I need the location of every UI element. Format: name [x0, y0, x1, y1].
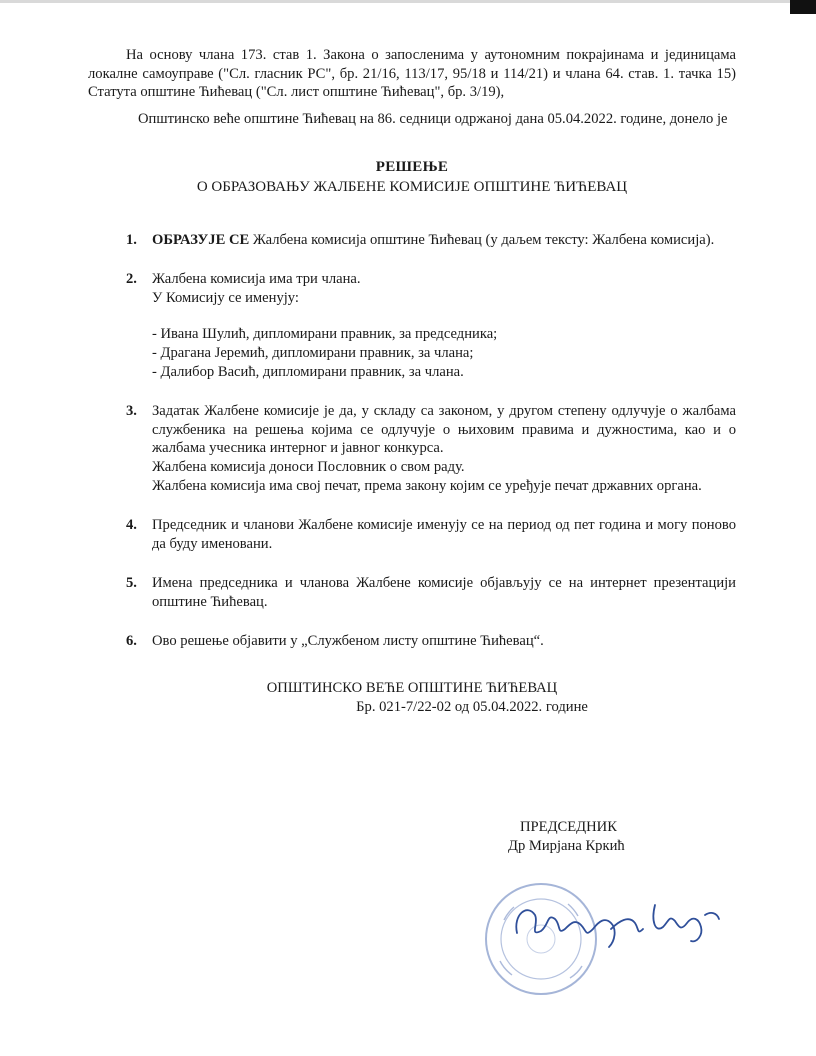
item-number: 1.	[126, 231, 137, 248]
signatory-name: Др Мирјана Кркић	[508, 837, 625, 854]
document-page	[88, 46, 736, 716]
preamble-council-session: Општинско веће општине Ћићевац на 86. седници одржаној дана 05.04.2022. године, донело је	[138, 110, 728, 127]
item-number: 4.	[126, 517, 137, 534]
decision-item-5	[88, 574, 736, 611]
decision-item-3	[88, 402, 736, 495]
item-number: 6.	[126, 633, 137, 650]
member-entry: - Ивана Шулић, дипломирани правник, за председника;	[152, 326, 498, 343]
item-lead-text: ОБРАЗУЈЕ СЕ	[152, 231, 250, 248]
item-number: 3.	[126, 403, 137, 420]
scan-edge-line	[0, 0, 792, 3]
spacer	[152, 307, 736, 325]
document-title-block	[88, 158, 736, 196]
member-entry: - Драгана Јеремић, дипломирани правник, за члана;	[152, 344, 474, 361]
scan-corner-mark	[790, 0, 816, 14]
item-text: Жалбена комисија има свој печат, према закону којим се уређује печат државних органа.	[152, 477, 702, 494]
member-entry: - Далибор Васић, дипломирани правник, за члана.	[152, 363, 464, 380]
decision-item-1	[88, 231, 736, 250]
item-text: У Комисију се именују:	[152, 289, 299, 306]
issuer-body: ОПШТИНСКО ВЕЋЕ ОПШТИНЕ ЋИЋЕВАЦ	[266, 680, 558, 697]
document-title: РЕШЕЊЕ	[375, 159, 449, 176]
decision-item-6	[88, 632, 736, 651]
signature-block	[420, 818, 720, 855]
item-text: Ово решење објавити у „Службеном листу општине Ћићевац“.	[152, 633, 544, 650]
item-text: Жалбена комисија доноси Пословник о свом раду.	[152, 458, 465, 475]
item-text: Жалбена комисија има три члана.	[152, 271, 361, 288]
decision-item-2	[88, 270, 736, 381]
handwritten-signature-icon	[505, 885, 735, 955]
item-text: Задатак Жалбене комисије је да, у складу са законом, у другом степену одлучује о жалбама службеника на решења којима се одлучује о њиховим правима и дужностима, као и о жалбама учесника интерног и јавног конкурса.	[152, 403, 736, 457]
document-subtitle: О ОБРАЗОВАЊУ ЖАЛБЕНЕ КОМИСИЈЕ ОПШТИНЕ ЋИЋЕВАЦ	[196, 178, 628, 195]
item-text: Жалбена комисија општине Ћићевац (у даљем тексту: Жалбена комисија).	[249, 231, 715, 248]
decision-item-4	[88, 516, 736, 553]
preamble-legal-basis: На основу члана 173. став 1. Закона о запосленима у аутономним покрајинама и јединицама локалне самоуправе ("Сл. гласник РС", бр. 21/16, 113/17, 95/18 и 114/21) и члана 64. став. 1. тачка 15) Статута општине Ћићевац ("Сл. лист општине Ћићевац", бр. 3/19),	[88, 47, 736, 101]
issuer-block	[88, 679, 736, 716]
document-number: Бр. 021-7/22-02 од 05.04.2022. године	[356, 698, 588, 715]
signatory-role: ПРЕДСЕДНИК	[520, 819, 617, 835]
item-text: Председник и чланови Жалбене комисије именују се на период од пет година и могу поново да буду именовани.	[152, 517, 736, 552]
decision-items-list	[88, 231, 736, 652]
item-number: 5.	[126, 575, 137, 592]
item-text: Имена председника и чланова Жалбене комисије објављују се на интернет презентацији општине Ћићевац.	[152, 575, 736, 610]
item-number: 2.	[126, 271, 137, 288]
